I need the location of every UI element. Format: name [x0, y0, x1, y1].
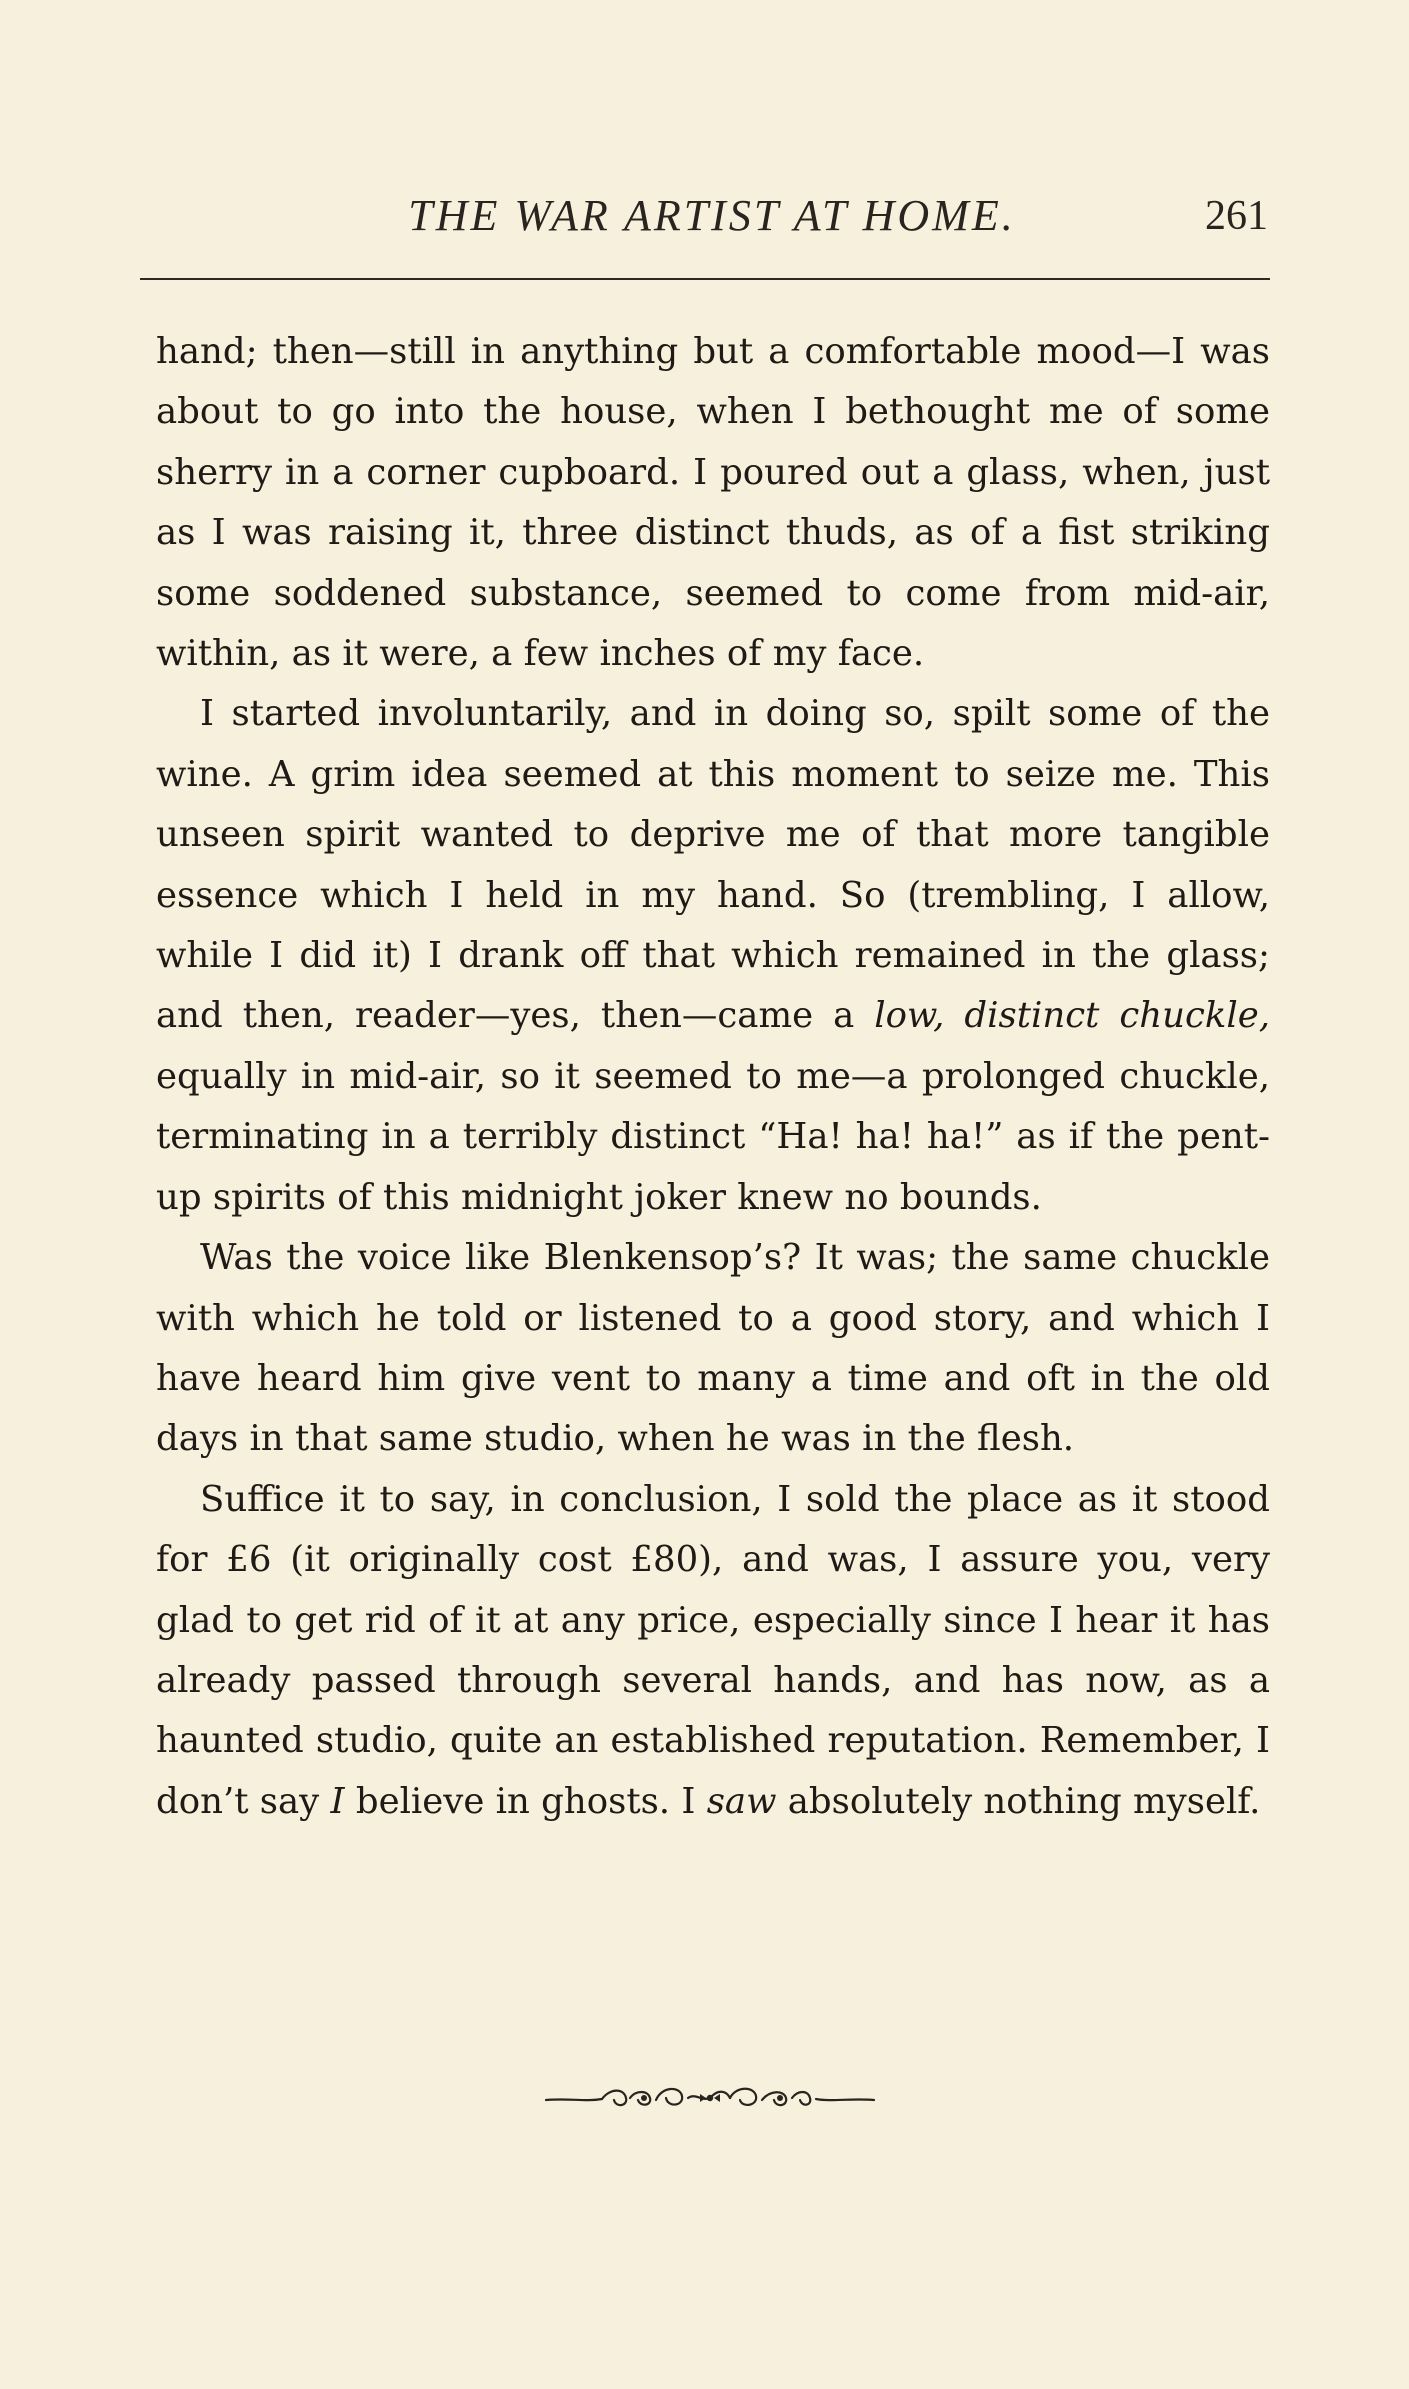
paragraph [156, 1228, 1270, 1470]
paragraph [156, 684, 1270, 1228]
header-rule [140, 278, 1270, 280]
paragraph [156, 322, 1270, 684]
text-run: Suffice it to say, in conclusion, I sold the place as it stood for £6 (it originally cost £80), and was, I assure you, very glad to get rid of it at any price, especially since I hear it has already passed through several hands, and has now, as a haunted studio, quite an established reputation. Remember, I don’t say [156, 1478, 1270, 1822]
italic-text: I [330, 1780, 345, 1822]
page-number: 261 [1205, 193, 1268, 239]
text-run: believe in ghosts. I [344, 1780, 707, 1822]
running-title: THE WAR ARTIST AT HOME. [408, 191, 1016, 240]
paragraph [156, 1470, 1270, 1832]
body-text [156, 322, 1270, 1832]
italic-text: low, distinct chuckle, [874, 995, 1270, 1037]
text-run: I started involuntarily, and in doing so, spilt some of the wine. A grim idea seemed at this moment to seize me. This unseen spirit wanted to deprive me of that more tangible essence which I held in my hand. So (trembling, I allow, while I did it) I drank off that which remained in the glass; and then, reader—yes, then—came a [156, 693, 1270, 1037]
text-run: Was the voice like Blenkensop’s? It was; the same chuckle with which he told or listened to a good story, and which I have heard him give vent to many a time and oft in the old days in that same studio, when he was in the flesh. [156, 1237, 1270, 1460]
text-run: equally in mid-air, so it seemed to me—a prolonged chuckle, terminating in a terribly distinct “Ha! ha! ha!” as if the pent-up spirits of this midnight joker knew no bounds. [156, 1055, 1270, 1218]
page-header [156, 186, 1268, 256]
tailpiece-flourish-icon [540, 2078, 880, 2118]
text-run: absolutely nothing myself. [776, 1780, 1261, 1822]
text-run: hand; then—still in anything but a comfortable mood—I was about to go into the house, when I bethought me of some sherry in a corner cupboard. I poured out a glass, when, just as I was raising it, three distinct thuds, as of a fist striking some soddened substance, seemed to come from mid-air, within, as it were, a few inches of my face. [156, 331, 1270, 675]
italic-text: saw [706, 1780, 777, 1822]
